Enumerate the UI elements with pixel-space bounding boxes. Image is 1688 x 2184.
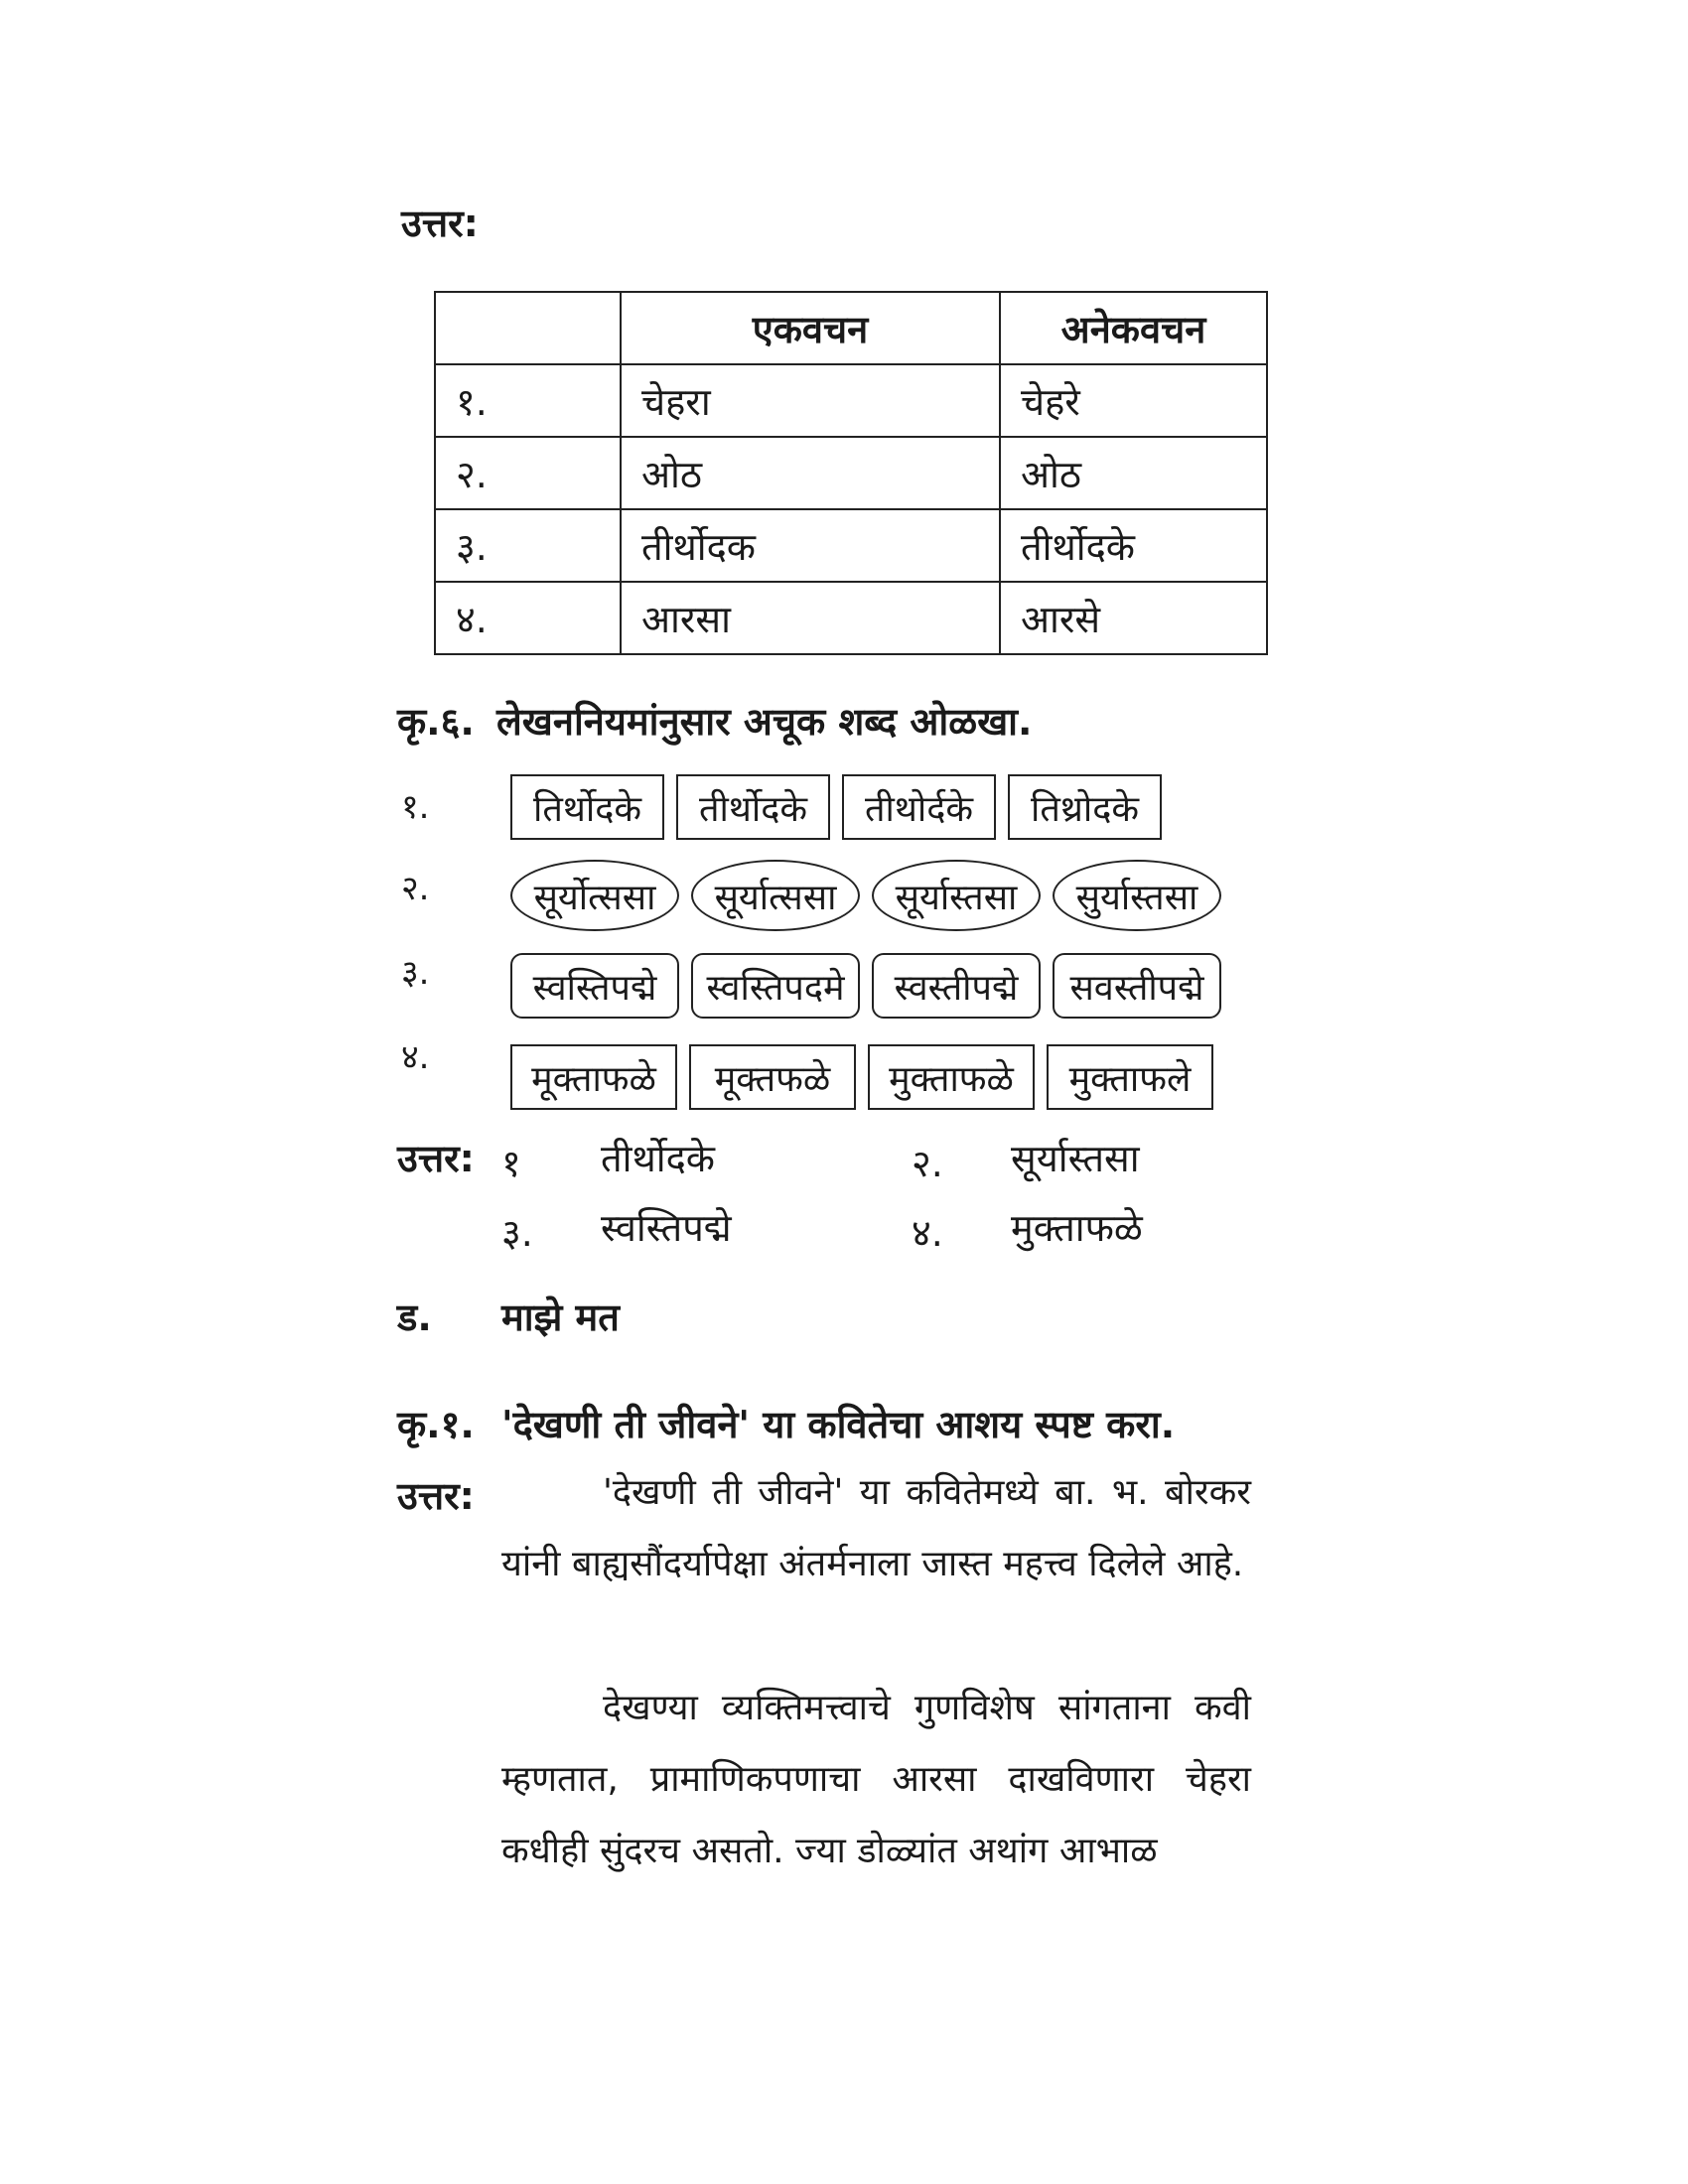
table-header-singular: एकवचन (621, 292, 1000, 364)
plural-cell: चेहरे (1000, 364, 1267, 437)
answer-number: १ (501, 1142, 521, 1185)
plural-cell: ओठ (1000, 437, 1267, 509)
answer-label: उत्तर: (397, 1137, 475, 1180)
section-label: ड. (397, 1296, 432, 1339)
answer-value: स्वस्तिपद्मे (601, 1206, 732, 1250)
table-row (435, 509, 1267, 582)
row-number: १. (435, 364, 621, 437)
option-ellipse: सूर्योत्ससा (510, 860, 679, 931)
option-row (510, 774, 1162, 840)
answer-value: सूर्यास्तसा (1011, 1137, 1140, 1180)
answer-label: उत्तर: (397, 1474, 475, 1518)
answer-label: उत्तर: (401, 202, 479, 245)
row-number: ४. (435, 582, 621, 654)
answer-number: ३. (501, 1211, 533, 1255)
option-box: तीथोर्दके (842, 774, 996, 840)
row-number: २. (435, 437, 621, 509)
option-row (510, 1044, 1213, 1110)
singular-cell: ओठ (621, 437, 1000, 509)
option-box: मूक्ताफळे (510, 1044, 677, 1110)
answer-paragraph: देखण्या व्यक्तिमत्त्वाचे गुणविशेष सांगताना कवी म्हणतात, प्रामाणिकपणाचा आरसा दाखविणारा चेहरा कधीही सुंदरच असतो. ज्या डोळ्यांत अथांग आभाळ (501, 1688, 1251, 1871)
option-row (510, 953, 1221, 1019)
option-box: तीर्थोदके (676, 774, 830, 840)
answer-number: ४. (912, 1211, 943, 1255)
option-rounded-box: स्वस्तिपद्मे (510, 953, 679, 1019)
singular-cell: तीर्थोदक (621, 509, 1000, 582)
option-ellipse: सुर्यास्तसा (1053, 860, 1221, 931)
row-number: ३. (435, 509, 621, 582)
question-text: 'देखणी ती जीवने' या कवितेचा आशय स्पष्ट करा. (501, 1403, 1176, 1446)
table-header-row (435, 292, 1267, 364)
option-row (510, 860, 1221, 931)
answer-paragraph: 'देखणी ती जीवने' या कवितेमध्ये बा. भ. बोरकर यांनी बाह्यसौंदर्यापेक्षा अंतर्मनाला जास्त महत्त्व दिलेले आहे. (501, 1472, 1251, 1584)
table-row (435, 437, 1267, 509)
option-box: मुक्ताफले (1047, 1044, 1213, 1110)
option-box: मूक्तफळे (689, 1044, 856, 1110)
section-title: माझे मत (501, 1296, 620, 1339)
option-number: ४. (401, 1037, 430, 1077)
singular-cell: चेहरा (621, 364, 1000, 437)
option-number: १. (401, 787, 430, 827)
answer-number: २. (912, 1142, 943, 1185)
option-box: तिर्थोदके (510, 774, 664, 840)
option-ellipse: सूर्यास्तसा (872, 860, 1041, 931)
option-ellipse: सूर्यात्ससा (691, 860, 860, 931)
plural-cell: आरसे (1000, 582, 1267, 654)
answer-value: तीर्थोदके (601, 1137, 715, 1180)
question-label: कृ.१. (397, 1403, 475, 1446)
option-rounded-box: स्वस्तिपदमे (691, 953, 860, 1019)
table-header-blank (435, 292, 621, 364)
plural-cell: तीर्थोदके (1000, 509, 1267, 582)
table-header-plural: अनेकवचन (1000, 292, 1267, 364)
option-rounded-box: सवस्तीपद्मे (1053, 953, 1221, 1019)
question-text: लेखननियमांनुसार अचूक शब्द ओळखा. (496, 700, 1033, 744)
option-box: मुक्ताफळे (868, 1044, 1035, 1110)
option-number: २. (401, 869, 430, 908)
table-row (435, 582, 1267, 654)
option-number: ३. (401, 953, 430, 993)
table-row (435, 364, 1267, 437)
option-box: तिथ्रोदके (1008, 774, 1162, 840)
answer-value: मुक्ताफळे (1011, 1206, 1143, 1250)
singular-plural-table (434, 291, 1268, 655)
option-rounded-box: स्वस्तीपद्मे (872, 953, 1041, 1019)
singular-cell: आरसा (621, 582, 1000, 654)
question-label: कृ.६. (397, 700, 475, 744)
